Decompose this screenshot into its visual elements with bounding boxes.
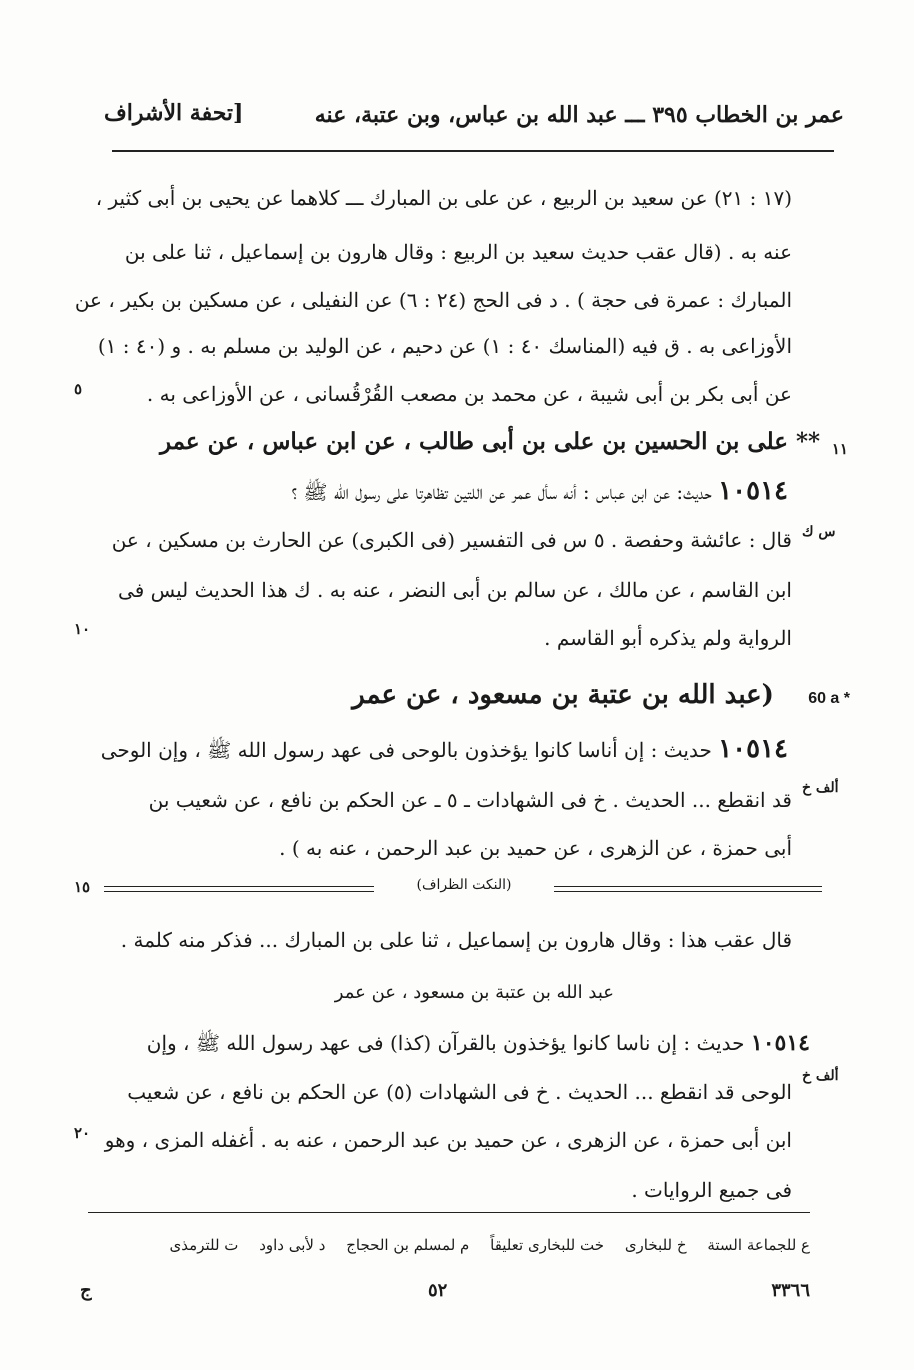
hadith-number: ١٠٥١٤ xyxy=(718,734,788,764)
hadith-line xyxy=(291,476,788,509)
line-number-15: ١٥ xyxy=(74,878,91,896)
nukat-line: ابن أبى حمزة ، عن الزهرى ، عن حميد بن عبد الرحمن ، عنه به . أغفله المزى ، وهو xyxy=(104,1128,792,1152)
nukat-line: فى جميع الروايات . xyxy=(631,1178,792,1202)
text-line: المبارك : عمرة فى حجة ) . د فى الحج (٢٤ : ٦) عن النفيلى ، عن مسكين بن بكير ، عن xyxy=(74,288,792,312)
hadith-line: قد انقطع ... الحديث . خ فى الشهادات ـ ٥ ـ عن الحكم بن نافع ، عن شعيب بن xyxy=(148,788,792,812)
line-number-5: ٥ xyxy=(74,380,83,398)
header-book-name: [تحفة الأشراف xyxy=(104,100,244,126)
hadith-number: ١٠٥١٤ xyxy=(750,1030,810,1056)
signature-letter: ج xyxy=(80,1280,92,1301)
abbreviation: ع للجماعة الستة xyxy=(707,1236,810,1254)
abbreviation: م لمسلم بن الحجاج xyxy=(346,1236,470,1254)
abbreviation-key xyxy=(154,1236,810,1254)
volume-number: ٣٣٦٦ xyxy=(771,1280,810,1301)
running-header xyxy=(104,98,844,138)
line-number-20: ٢٠ xyxy=(74,1124,91,1142)
text-line: الأوزاعى به . ق فيه (المناسك ٤٠ : ١) عن دحيم ، عن الوليد بن مسلم به . و (٤٠ : ١) xyxy=(97,334,792,358)
nukat-line: الوحى قد انقطع ... الحديث . خ فى الشهادات (٥) عن الحكم بن نافع ، عن شعيب xyxy=(127,1080,792,1104)
header-rule xyxy=(112,150,834,152)
margin-siglum: س ك xyxy=(802,524,836,540)
separator-rule xyxy=(104,886,374,887)
hadith-text: حديث : إن ناسا كانوا يؤخذون بالقرآن (كذا) فى عهد رسول الله ﷺ ، وإن xyxy=(146,1031,745,1055)
abbreviation: خ للبخارى xyxy=(624,1236,687,1254)
hadith-number: ١٠٥١٤ xyxy=(718,476,788,506)
hadith-line: قال : عائشة وحفصة . ٥ س فى التفسير (فى الكبرى) عن الحارث بن مسكين ، عن xyxy=(111,528,792,552)
section-number: ١١ xyxy=(831,440,848,458)
header-title: عمر بن الخطاب ٣٩٥ ـــ عبد الله بن عباس، وبن عتبة، عنه xyxy=(314,102,844,128)
separator-rule xyxy=(554,891,822,892)
separator-rule xyxy=(104,891,374,892)
abbreviation: خت للبخارى تعليقاً xyxy=(490,1236,605,1254)
abbreviation: د لأبى داود xyxy=(259,1236,326,1254)
abbreviation: ت للترمذى xyxy=(169,1236,239,1254)
page-number: ٥٢ xyxy=(428,1280,448,1301)
hadith-text: حديث : إن أناسا كانوا يؤخذون بالوحى فى عهد رسول الله ﷺ ، وإن الوحى xyxy=(100,738,712,762)
folio-marker: 60 a * xyxy=(808,690,850,707)
nukat-line: قال عقب هذا : وقال هارون بن إسماعيل ، ثنا على بن المبارك ... فذكر منه كلمة . xyxy=(120,928,792,952)
isnad-heading: (عبد الله بن عتبة بن مسعود ، عن عمر xyxy=(352,680,774,710)
hadith-line: ابن القاسم ، عن مالك ، عن سالم بن أبى النضر ، عنه به . ك هذا الحديث ليس فى xyxy=(118,578,792,602)
hadith-line: أبى حمزة ، عن الزهرى ، عن حميد بن عبد الرحمن ، عنه به ) . xyxy=(279,836,792,860)
nukat-separator xyxy=(104,877,822,900)
margin-siglum: ألف خ xyxy=(802,780,839,796)
text-line: عن أبى بكر بن أبى شيبة ، عن محمد بن مصعب القُرْقُسانى ، عن الأوزاعى به . xyxy=(146,382,792,406)
footer-rule xyxy=(88,1212,810,1213)
isnad-heading: ** على بن الحسين بن على بن أبى طالب ، عن ابن عباس ، عن عمر xyxy=(159,428,820,455)
margin-siglum: ألف خ xyxy=(802,1068,839,1084)
separator-label: (النكت الظراف) xyxy=(416,877,512,893)
text-line: عنه به . (قال عقب حديث سعيد بن الربيع : وقال هارون بن إسماعيل ، ثنا على بن xyxy=(124,240,792,264)
text-line: (١٧ : ٢١) عن سعيد بن الربيع ، عن على بن المبارك ـــ كلاهما عن يحيى بن أبى كثير ، xyxy=(95,186,792,210)
separator-rule xyxy=(554,886,822,887)
line-number-10: ١٠ xyxy=(74,620,91,638)
hadith-text: حديث: عن ابن عباس : أنه سأل عمر عن اللتين تظاهرتا على رسول الله ﷺ ؟ xyxy=(291,480,712,504)
hadith-line xyxy=(147,1030,810,1060)
nukat-subheading: عبد الله بن عتبة بن مسعود ، عن عمر xyxy=(334,982,614,1003)
hadith-line xyxy=(101,734,788,767)
hadith-line: الرواية ولم يذكره أبو القاسم . xyxy=(544,626,792,650)
